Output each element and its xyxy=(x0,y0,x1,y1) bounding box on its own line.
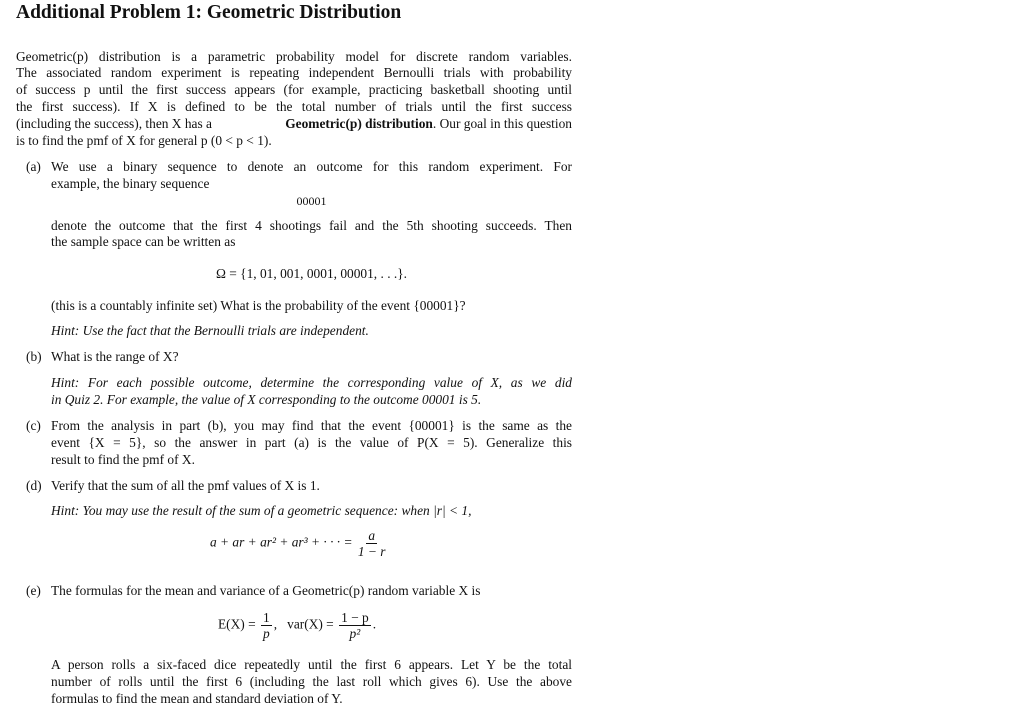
part-label: (b) xyxy=(26,349,42,364)
text-line: A person rolls a six-faced dice repeatedly until the first 6 appears. Let Y be the total xyxy=(51,657,572,672)
var-lhs: var(X) = xyxy=(287,616,334,632)
text-line: Verify that the sum of all the pmf values of X is 1. xyxy=(51,478,320,493)
formula-lhs: a + ar + ar² + ar³ + · · · = xyxy=(210,534,353,550)
text-line: The associated random experiment is repeating independent Bernoulli trials with probability xyxy=(16,65,572,80)
numerator: 1 xyxy=(263,610,270,625)
denominator: p xyxy=(263,626,270,641)
text-line: formulas to find the mean and standard deviation of Y. xyxy=(51,691,343,706)
text-line: event {X = 5}, so the answer in part (a) is the value of P(X = 5). Generalize this xyxy=(51,435,572,450)
numerator: a xyxy=(368,528,376,543)
geometric-series-formula xyxy=(210,528,388,559)
denominator: 1 − r xyxy=(357,544,386,559)
text-line: the sample space can be written as xyxy=(51,234,236,249)
part-label: (e) xyxy=(26,583,41,598)
part-label: (c) xyxy=(26,418,41,433)
text-line: example, the binary sequence xyxy=(51,176,210,191)
text-line: (this is a countably infinite set) What is the probability of the event {00001}? xyxy=(51,298,466,313)
text-line: of success p until the first success appears (for example, practicing basketball shooting until xyxy=(16,82,572,97)
text-line: the first success). If X is defined to be the total number of trials until the first success xyxy=(16,99,572,114)
text-line: is to find the pmf of X for general p (0 < p < 1). xyxy=(16,133,272,148)
mean-variance-formula xyxy=(218,610,376,641)
hint: in Quiz 2. For example, the value of X corresponding to the outcome 00001 is 5. xyxy=(51,392,482,407)
hint: Hint: You may use the result of the sum of a geometric sequence: when |r| < 1, xyxy=(51,503,472,518)
text-line: What is the range of X? xyxy=(51,349,179,364)
text-line xyxy=(16,115,572,133)
period: . xyxy=(372,616,377,632)
numerator: 1 − p xyxy=(341,610,369,625)
binary-sequence: 00001 xyxy=(296,194,327,208)
bold-term: Geometric(p) distribution xyxy=(285,116,433,131)
mean-lhs: E(X) = xyxy=(218,616,256,632)
hint: Hint: For each possible outcome, determine the corresponding value of X, as we did xyxy=(51,375,572,390)
part-label: (a) xyxy=(26,159,41,174)
text-line: denote the outcome that the first 4 shootings fail and the 5th shooting succeeds. Then xyxy=(51,218,572,233)
part-label: (d) xyxy=(26,478,42,493)
text-line: The formulas for the mean and variance of a Geometric(p) random variable X is xyxy=(51,583,481,598)
page-title: Additional Problem 1: Geometric Distribution xyxy=(16,2,402,23)
text-line: result to find the pmf of X. xyxy=(51,452,195,467)
text-line: number of rolls until the first 6 (including the last roll which gives 6). Use the above xyxy=(51,674,572,689)
hint: Hint: Use the fact that the Bernoulli trials are independent. xyxy=(51,323,369,338)
text: . Our goal in this question xyxy=(432,116,572,131)
sample-space-formula: Ω = {1, 01, 001, 0001, 00001, . . .}. xyxy=(215,266,408,281)
separator: , xyxy=(273,616,278,632)
text: (including the success), then X has a xyxy=(16,116,212,131)
text-line: Geometric(p) distribution is a parametric probability model for discrete random variables. xyxy=(16,49,572,64)
text-line: From the analysis in part (b), you may find that the event {00001} is the same as the xyxy=(51,418,572,433)
text-line: We use a binary sequence to denote an outcome for this random experiment. For xyxy=(51,159,572,174)
denominator: p² xyxy=(349,626,361,641)
